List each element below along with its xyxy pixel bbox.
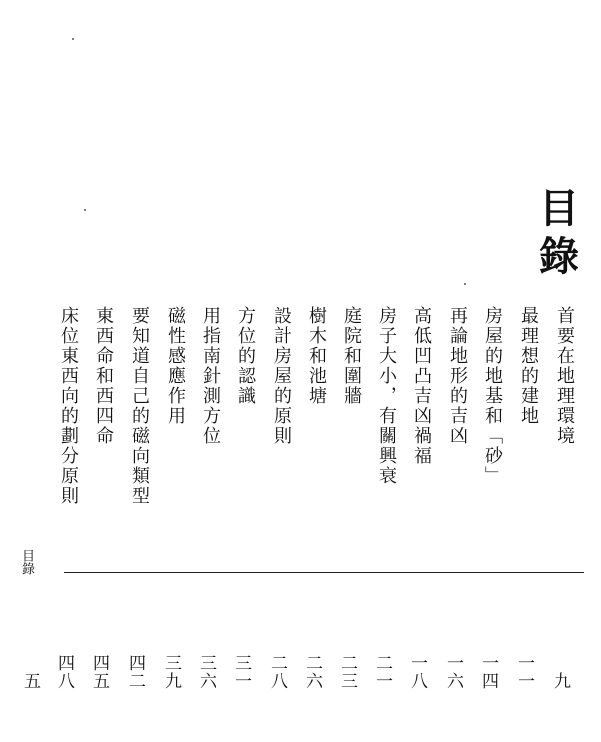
scan-speck — [464, 283, 466, 285]
divider-rule — [64, 572, 584, 573]
scan-speck — [72, 38, 74, 40]
toc-entry-5: 高低凹凸吉凶禍福 — [411, 306, 432, 466]
toc-entry-12: 磁性感應作用 — [165, 306, 186, 426]
toc-page-number-9: 二八 — [267, 654, 287, 690]
toc-page-number-14: 四五 — [89, 654, 109, 690]
toc-page-number-10: 三一 — [231, 654, 251, 690]
toc-entry-15: 床位東西向的劃分原則 — [58, 306, 79, 506]
toc-page-number-12: 三九 — [161, 654, 181, 690]
toc-page-number-1: 九 — [550, 672, 570, 690]
toc-entry-10: 方位的認識 — [235, 306, 256, 406]
toc-entry-11: 用指南針測方位 — [200, 306, 221, 446]
toc-entry-8: 樹木和池塘 — [306, 306, 327, 406]
toc-page-number-2: 一一 — [514, 654, 534, 690]
toc-page-number-5: 一八 — [407, 654, 427, 690]
running-header: 目錄 — [19, 549, 34, 575]
toc-entry-7: 庭院和圍牆 — [341, 306, 362, 406]
scan-speck — [84, 209, 86, 211]
toc-title-char-1: 目 — [539, 185, 579, 232]
toc-page-number-3: 一四 — [478, 654, 498, 690]
toc-entry-14: 東西命和西四命 — [93, 306, 114, 446]
toc-page-number-8: 二六 — [302, 654, 322, 690]
toc-entry-3: 房屋的地基和「砂」 — [482, 306, 503, 486]
toc-entry-4: 再論地形的吉凶 — [447, 306, 468, 446]
toc-entry-13: 要知道自己的磁向類型 — [129, 306, 150, 506]
toc-entry-6: 房子大小，有關興衰 — [376, 306, 397, 486]
toc-page-number-16: 五 — [20, 672, 40, 690]
toc-page-number-6: 二一 — [372, 654, 392, 690]
toc-entry-2: 最理想的建地 — [518, 306, 539, 426]
toc-page-number-4: 一六 — [443, 654, 463, 690]
toc-title — [534, 185, 584, 281]
toc-page-number-7: 二三 — [337, 654, 357, 690]
toc-title-char-2: 錄 — [539, 233, 579, 280]
toc-entry-9: 設計房屋的原則 — [271, 306, 292, 446]
toc-page-number-13: 四二 — [125, 654, 145, 690]
toc-page-number-11: 三六 — [196, 654, 216, 690]
toc-entry-1: 首要在地理環境 — [554, 306, 575, 446]
toc-page-number-15: 四八 — [54, 654, 74, 690]
